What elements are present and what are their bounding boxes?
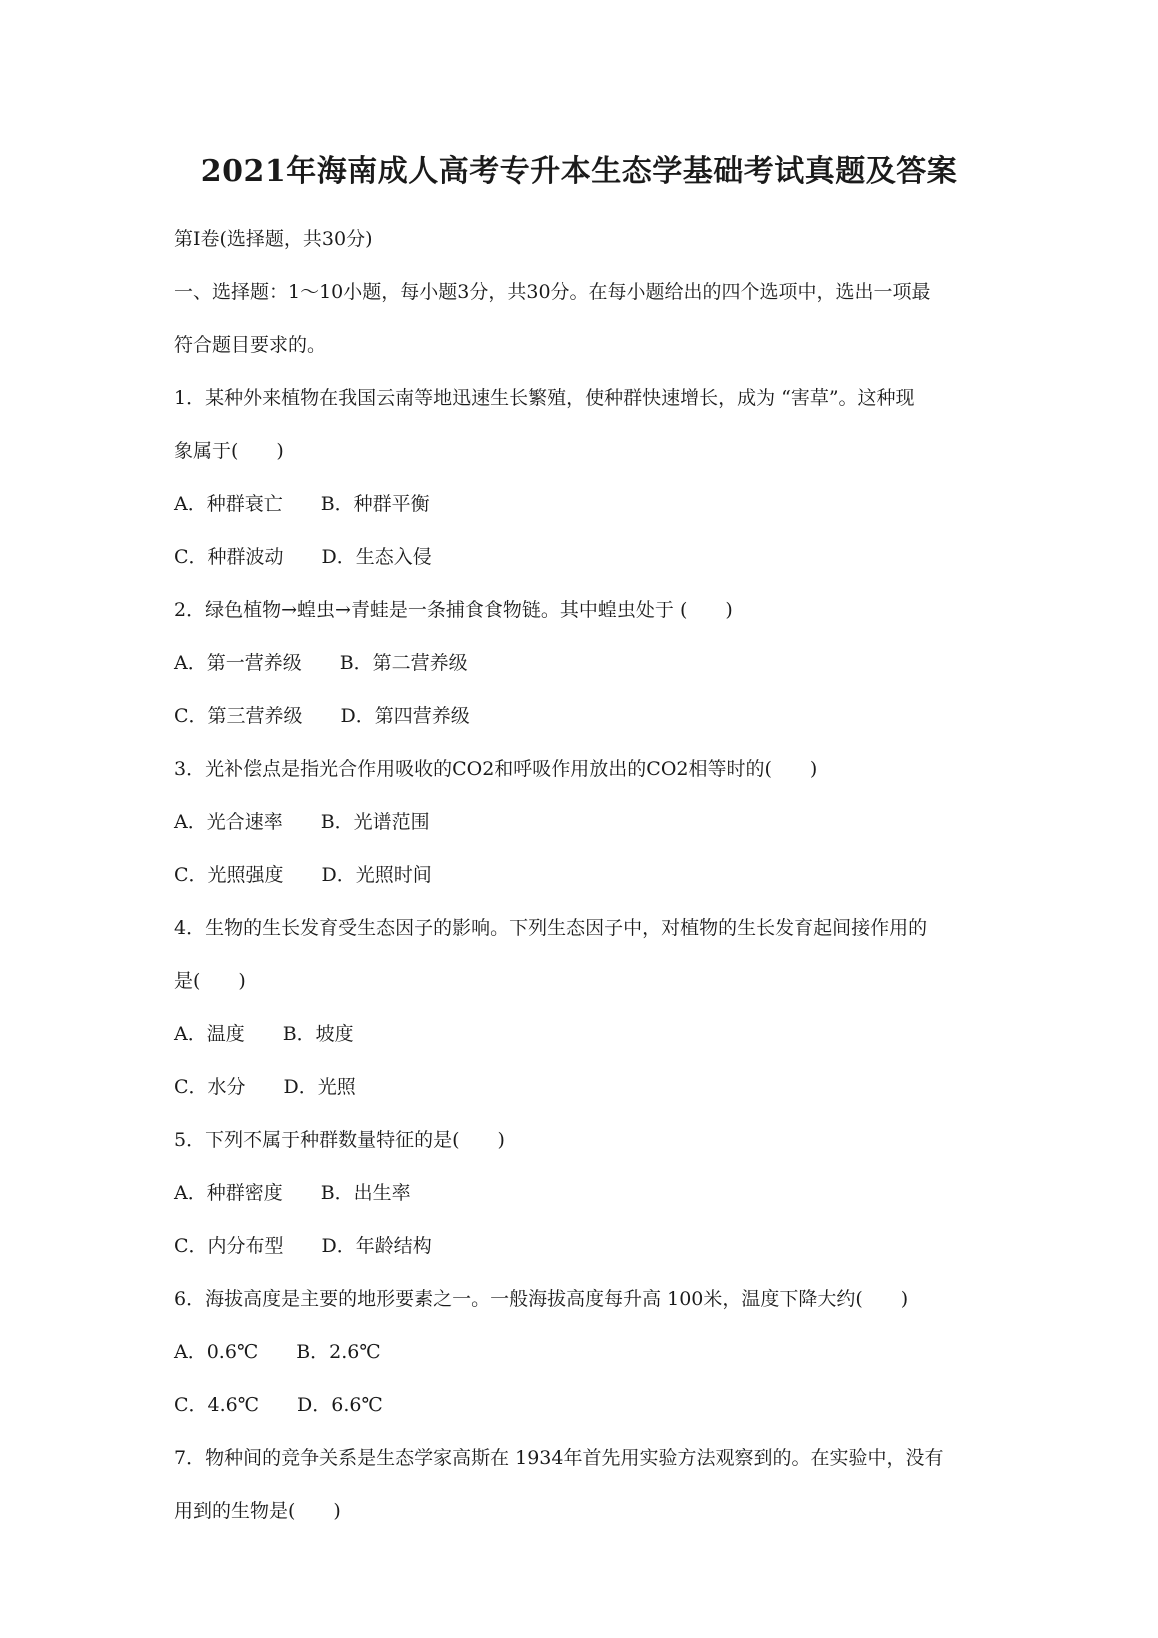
question-2-options-ab: A．第一营养级 B．第二营养级 bbox=[174, 652, 468, 674]
question-6-stem: 6．海拔高度是主要的地形要素之一。一般海拔高度每升高 100米，温度下降大约( ) bbox=[174, 1288, 909, 1310]
question-7-stem-cont: 用到的生物是( ) bbox=[174, 1500, 341, 1522]
question-1-options-cd: C．种群波动 D．生态入侵 bbox=[174, 546, 432, 568]
question-5-options-ab: A．种群密度 B．出生率 bbox=[174, 1182, 411, 1204]
question-3-stem: 3．光补偿点是指光合作用吸收的CO2和呼吸作用放出的CO2相等时的( ) bbox=[174, 758, 818, 780]
question-4-options-ab: A．温度 B．坡度 bbox=[174, 1023, 354, 1045]
section-instruction-line-1: 一、选择题：1～10小题，每小题3分，共30分。在每小题给出的四个选项中，选出一项最 bbox=[174, 281, 931, 303]
question-1-stem-cont: 象属于( ) bbox=[174, 440, 284, 462]
question-3-options-cd: C．光照强度 D．光照时间 bbox=[174, 864, 432, 886]
question-4-stem: 4．生物的生长发育受生态因子的影响。下列生态因子中，对植物的生长发育起间接作用的 bbox=[174, 917, 928, 939]
question-5-options-cd: C．内分布型 D．年龄结构 bbox=[174, 1235, 432, 1257]
question-2-options-cd: C．第三营养级 D．第四营养级 bbox=[174, 705, 470, 727]
question-4-stem-cont: 是( ) bbox=[174, 970, 246, 992]
part-label: 第Ⅰ卷(选择题，共30分) bbox=[174, 228, 373, 250]
section-instruction-line-2: 符合题目要求的。 bbox=[174, 334, 327, 356]
question-7-stem: 7．物种间的竞争关系是生态学家高斯在 1934年首先用实验方法观察到的。在实验中，没有 bbox=[174, 1447, 944, 1469]
document-body bbox=[174, 213, 994, 1538]
question-1-options-ab: A．种群衰亡 B．种群平衡 bbox=[174, 493, 430, 515]
document-title: 2021年海南成人高考专升本生态学基础考试真题及答案 bbox=[200, 154, 958, 189]
question-4-options-cd: C．水分 D．光照 bbox=[174, 1076, 356, 1098]
question-5-stem: 5．下列不属于种群数量特征的是( ) bbox=[174, 1129, 505, 1151]
question-3-options-ab: A．光合速率 B．光谱范围 bbox=[174, 811, 430, 833]
question-6-options-ab: A．0.6℃ B．2.6℃ bbox=[174, 1341, 381, 1363]
question-1-stem: 1．某种外来植物在我国云南等地迅速生长繁殖，使种群快速增长，成为 “害草”。这种现 bbox=[174, 387, 915, 409]
question-2-stem: 2．绿色植物→蝗虫→青蛙是一条捕食食物链。其中蝗虫处于 ( ) bbox=[174, 599, 733, 621]
question-6-options-cd: C．4.6℃ D．6.6℃ bbox=[174, 1394, 383, 1416]
